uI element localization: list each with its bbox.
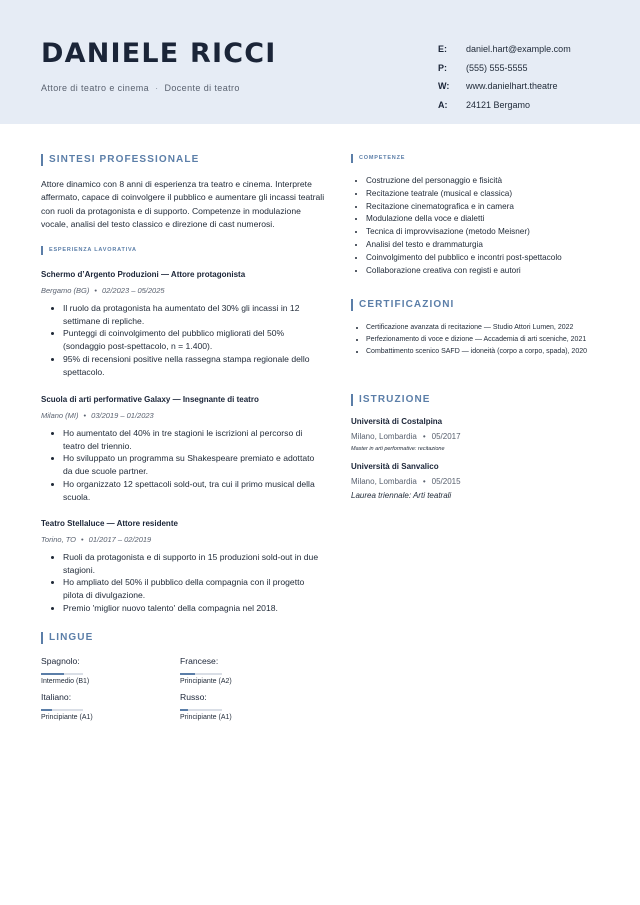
- job-entry: [41, 395, 326, 503]
- education-institution: Università di Sanvalico: [351, 462, 439, 471]
- contact-row-phone: [438, 63, 571, 82]
- list-item: • Il ruolo da protagonista ha aumentato del 30% gli incassi in 12 settimane di repliche.: [63, 302, 326, 327]
- language-level: Principiante (A1): [41, 714, 93, 721]
- education-entry: [351, 417, 611, 452]
- job-meta: [41, 286, 326, 295]
- education-degree: Laurea triennale: Arti teatrali: [351, 491, 452, 500]
- header-band: [0, 0, 640, 124]
- section-title-languages: LINGUE: [41, 632, 326, 643]
- candidate-name: DANIELE RICCI: [41, 38, 277, 69]
- contact-key: W:: [438, 81, 450, 92]
- list-item: • Analisi del testo e drammaturgia: [366, 239, 611, 252]
- education-entry: [351, 462, 611, 500]
- language-level: Principiante (A1): [180, 714, 232, 721]
- list-item: • Combattimento scenico SAFD — idoneità (corpo a corpo, spada), 2020: [366, 346, 611, 358]
- contact-address: 24121 Bergamo: [466, 100, 531, 111]
- meta-dot: •: [422, 477, 426, 486]
- language-level-fill: [180, 673, 195, 675]
- education-meta: [351, 432, 611, 441]
- section-title-skills: COMPETENZE: [351, 155, 611, 161]
- language-level-fill: [41, 673, 64, 675]
- list-item: • Premio 'miglior nuovo talento' della compagnia nel 2018.: [63, 602, 326, 615]
- job-bullets: [41, 427, 326, 503]
- contact-row-address: [438, 100, 571, 119]
- job-location: Torino, TO: [41, 535, 77, 544]
- contact-row-web: [438, 81, 571, 100]
- list-item: • Ho sviluppato un programma su Shakespeare premiato e adottato da due scuole partner.: [63, 452, 326, 477]
- skills-section: [351, 155, 611, 277]
- language-level-bar: [41, 709, 83, 711]
- contact-key: E:: [438, 44, 447, 54]
- job-bullets: [41, 551, 326, 615]
- language-name: Francese:: [180, 656, 219, 666]
- summary-text: Attore dinamico con 8 anni di esperienza tra teatro e cinema. Interprete affermato, capace di coinvolgere il pubblico e aumentare gli incassi teatrali con ruoli da protagonista e di supporto. Competenze in modulazione vocale, analisi del testo classico e direzione di cast numerosi.: [41, 179, 325, 230]
- job-meta: [41, 411, 326, 420]
- section-title-certifications: CERTIFICAZIONI: [351, 299, 611, 310]
- list-item: • Certificazione avanzata di recitazione — Studio Attori Lumen, 2022: [366, 322, 611, 334]
- job-meta: [41, 535, 326, 544]
- list-item: • Ruoli da protagonista e di supporto in 15 produzioni sold-out in due stagioni.: [63, 551, 326, 576]
- job-dates: 02/2023 – 05/2025: [102, 286, 165, 295]
- list-item: • Ho ampliato del 50% il pubblico della compagnia con il progetto pilota di divulgazione.: [63, 576, 326, 601]
- list-item: • Modulazione della voce e dialetti: [366, 213, 611, 226]
- list-item: • Ho organizzato 12 spettacoli sold-out, tra cui il primo musical della scuola.: [63, 478, 326, 503]
- section-title-education: ISTRUZIONE: [351, 394, 611, 405]
- contact-key: P:: [438, 62, 447, 73]
- job-location: Milano (MI): [41, 411, 79, 420]
- language-name: Russo:: [180, 692, 207, 702]
- language-item: [180, 692, 300, 721]
- list-item: • Ho aumentato del 40% in tre stagioni le iscrizioni al percorso di teatro del triennio.: [63, 427, 326, 452]
- languages-section: [41, 632, 326, 643]
- certifications-section: [351, 299, 611, 357]
- section-title-experience: ESPERIENZA LAVORATIVA: [41, 247, 326, 253]
- language-level: Principiante (A2): [180, 678, 232, 685]
- list-item: • Recitazione teatrale (musical e classica): [366, 188, 611, 201]
- list-item: • Recitazione cinematografica e in camera: [366, 201, 611, 214]
- language-level-bar: [41, 673, 83, 675]
- meta-dot: •: [83, 411, 87, 420]
- language-level: Intermedio (B1): [41, 678, 90, 685]
- job-title: Teatro Stellaluce — Attore residente: [41, 519, 178, 528]
- job-bullets: [41, 302, 326, 378]
- education-section: [351, 394, 611, 500]
- language-level-fill: [41, 709, 52, 711]
- language-item: [41, 692, 161, 721]
- contact-key: A:: [438, 100, 448, 111]
- job-entry: [41, 519, 326, 615]
- job-entry: [41, 270, 326, 378]
- language-level-bar: [180, 673, 222, 675]
- job-location: Bergamo (BG): [41, 286, 90, 295]
- subtitle: [41, 83, 240, 93]
- subtitle-role-2: Docente di teatro: [164, 83, 240, 93]
- meta-dot: •: [81, 535, 84, 544]
- education-location: Milano, Lombardia: [351, 432, 417, 441]
- contact-block: [438, 44, 571, 119]
- contact-email[interactable]: daniel.hart@example.com: [466, 44, 571, 54]
- language-name: Italiano:: [41, 692, 72, 702]
- experience-section: [41, 247, 326, 253]
- list-item: • Collaborazione creativa con registi e autori: [366, 265, 611, 278]
- language-level-fill: [180, 709, 188, 711]
- job-dates: 03/2019 – 01/2023: [91, 411, 154, 420]
- education-meta: [351, 477, 611, 486]
- summary-section: [41, 154, 326, 232]
- contact-phone[interactable]: (555) 555-5555: [466, 62, 528, 73]
- list-item: • Costruzione del personaggio e fisicità: [366, 175, 611, 188]
- list-item: • Coinvolgimento del pubblico e incontri post-spettacolo: [366, 252, 611, 265]
- language-item: [41, 656, 161, 685]
- contact-row-email: [438, 44, 571, 63]
- job-dates: 01/2017 – 02/2019: [88, 535, 152, 544]
- language-name: Spagnolo:: [41, 656, 80, 666]
- list-item: • 95% di recensioni positive nella rassegna stampa regionale dello spettacolo.: [63, 353, 326, 378]
- meta-dot: •: [422, 432, 426, 441]
- education-date: 05/2015: [431, 477, 461, 486]
- language-item: [180, 656, 300, 685]
- language-level-bar: [180, 709, 222, 711]
- education-institution: Università di Costalpina: [351, 417, 443, 426]
- certifications-list: [351, 322, 611, 357]
- education-degree: Master in arti performative: recitazione: [351, 446, 445, 452]
- meta-dot: •: [94, 286, 97, 295]
- skills-list: [351, 175, 611, 277]
- education-date: 05/2017: [431, 432, 461, 441]
- subtitle-role-1: Attore di teatro e cinema: [41, 83, 150, 93]
- list-item: • Punteggi di coinvolgimento del pubblico migliorati del 50% (sondaggio post-spettacolo, n = 1.400).: [63, 327, 326, 352]
- education-location: Milano, Lombardia: [351, 477, 417, 486]
- job-title: Schermo d’Argento Produzioni — Attore protagonista: [41, 270, 246, 279]
- section-title-summary: SINTESI PROFESSIONALE: [41, 154, 326, 165]
- subtitle-separator: ·: [155, 83, 159, 93]
- job-title: Scuola di arti performative Galaxy — Insegnante di teatro: [41, 395, 259, 404]
- list-item: • Perfezionamento di voce e dizione — Accademia di arti sceniche, 2021: [366, 334, 611, 346]
- contact-website[interactable]: www.danielhart.theatre: [466, 81, 558, 92]
- list-item: • Tecnica di improvvisazione (metodo Meisner): [366, 226, 611, 239]
